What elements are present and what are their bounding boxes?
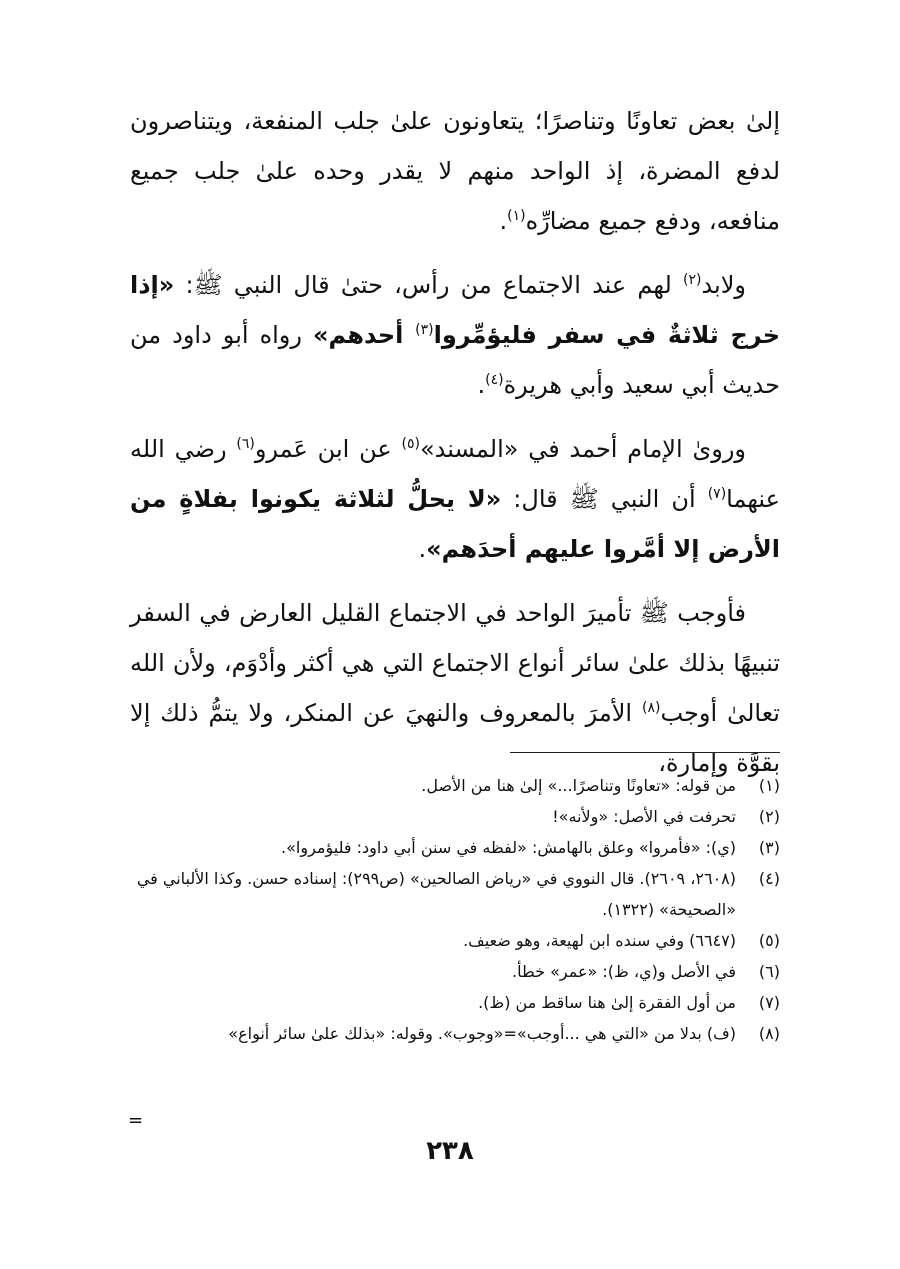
paragraph-2 <box>130 260 780 410</box>
text: عن ابن عَمرو <box>254 435 402 463</box>
footnote-ref[interactable]: (٤) <box>485 372 504 388</box>
footnote-ref[interactable]: (٧) <box>707 486 727 502</box>
footnote-number: (٦) <box>758 962 780 981</box>
footnote-text: في الأصل و(ي، ظ): «عمر» خطأ. <box>512 962 736 981</box>
footnotes <box>130 770 780 1049</box>
footnote-8 <box>130 1018 780 1049</box>
footnote-number: (٨) <box>758 1024 780 1043</box>
text: إلىٰ بعض تعاونًا وتناصرًا؛ يتعاونون علىٰ جلب المنفعة، ويتناصرون لدفع المضرة، إذ الواحد منهم لا يقدر وحده علىٰ جلب جميع منافعه، ودفع جميع مضارِّه <box>130 107 780 235</box>
page-number: ٢٣٨ <box>426 1136 474 1166</box>
footnote-text: (ي): «فأمروا» وعلق بالهامش: «لفظه في سنن أبي داود: فليؤمروا». <box>281 838 736 857</box>
footnote-number: (٥) <box>758 931 780 950</box>
text: . <box>477 371 486 399</box>
footnote-7 <box>130 987 780 1018</box>
text: لهم عند الاجتماع من رأس، حتىٰ قال النبي ﷺ: <box>174 271 683 299</box>
text: رضي الله عنهما <box>130 435 780 513</box>
text: أن النبي ﷺ قال: <box>501 485 708 513</box>
footnote-text: من قوله: «تعاونًا وتناصرًا...» إلىٰ هنا من الأصل. <box>421 776 736 795</box>
footnote-1 <box>130 770 780 801</box>
footnote-4 <box>130 863 780 925</box>
footnote-number: (٧) <box>758 993 780 1012</box>
footnote-text: تحرفت في الأصل: «ولأنه»! <box>552 807 736 826</box>
text: الأمرَ بالمعروف والنهيَ عن المنكر، ولا يتمُّ ذلك إلا بقوَّة وإمارة، <box>130 699 780 777</box>
footnote-6 <box>130 956 780 987</box>
continuation-mark: = <box>128 1110 144 1131</box>
footnote-text: (ف) بدلا من «التي هي ...أوجب»=«وجوب». وقوله: «بذلك علىٰ سائر أنواع» <box>228 1024 736 1043</box>
footnote-ref[interactable]: (١) <box>507 208 526 224</box>
footnote-text: من أول الفقرة إلىٰ هنا ساقط من (ظ). <box>478 993 736 1012</box>
text: . <box>499 207 508 235</box>
footnote-number: (٢) <box>758 807 780 826</box>
footnote-ref[interactable]: (٨) <box>642 700 661 716</box>
footnote-number: (٣) <box>758 838 780 857</box>
main-text <box>130 96 780 802</box>
text: ولابد <box>701 271 746 299</box>
paragraph-1 <box>130 96 780 246</box>
footnote-ref[interactable]: (٢) <box>682 272 702 288</box>
footnote-number: (١) <box>758 776 780 795</box>
text: . <box>418 535 427 563</box>
paragraph-4 <box>130 588 780 788</box>
text: وروىٰ الإمام أحمد في «المسند» <box>419 435 747 463</box>
text: رواه أبو داود من حديث أبي سعيد وأبي هريرة <box>130 321 780 399</box>
footnote-ref[interactable]: (٥) <box>401 436 420 452</box>
footnote-2 <box>130 801 780 832</box>
footnote-3 <box>130 832 780 863</box>
hadith-quote: أحدهم» <box>313 321 416 349</box>
hadith-quote: «لا يحلُّ لثلاثة يكونوا بفلاةٍ من الأرض إلا أمَّروا عليهم أحدَهم» <box>130 485 780 563</box>
text: فأوجب ﷺ تأميرَ الواحد في الاجتماع القليل العارض في السفر تنبيهًا بذلك علىٰ سائر أنواع الاجتماع التي هي أكثر وأدْوَم، ولأن الله تعالىٰ أوجب <box>130 599 780 727</box>
paragraph-3 <box>130 424 780 574</box>
footnote-ref[interactable]: (٦) <box>236 436 255 452</box>
hadith-quote: «إذا خرج ثلاثةٌ في سفر فليؤمِّروا <box>130 271 780 349</box>
footnote-text: (٢٦٠٨، ٢٦٠٩). قال النووي في «رياض الصالحين» (ص٢٩٩): إسناده حسن. وكذا الألباني في «الصحيحة» (١٣٢٢). <box>136 869 736 919</box>
footnote-ref[interactable]: (٣) <box>415 322 434 338</box>
footnote-separator <box>510 752 780 753</box>
footnote-number: (٤) <box>758 869 780 888</box>
footnote-5 <box>130 925 780 956</box>
footnote-text: (٦٦٤٧) وفي سنده ابن لهيعة، وهو ضعيف. <box>463 931 736 950</box>
